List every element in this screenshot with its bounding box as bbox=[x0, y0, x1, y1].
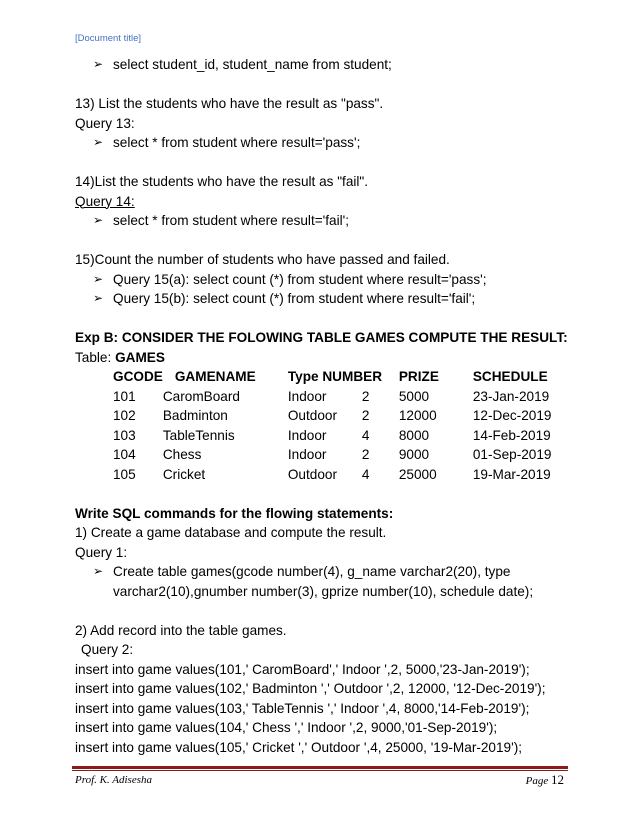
cell-number: 2 bbox=[361, 408, 370, 423]
table-row bbox=[113, 445, 563, 465]
cell-gamename: Badminton bbox=[162, 408, 228, 423]
query-13-label: Query 13: bbox=[75, 115, 135, 131]
cell-type: Outdoor bbox=[287, 466, 337, 482]
query-text: Query 15(b): select count (*) from student where result='fail'; bbox=[113, 291, 476, 306]
cell-gamename: Cricket bbox=[162, 466, 206, 482]
insert-statement: insert into game values(102,' Badminton ',' Outdoor ',2, 12000, '12-Dec-2019'); bbox=[75, 681, 546, 696]
bullet-query-1 bbox=[75, 562, 575, 582]
header-schedule: SCHEDULE bbox=[472, 369, 548, 384]
question-13: 13) List the students who have the result as "pass". bbox=[75, 96, 384, 111]
arrow-bullet-icon: ➢ bbox=[93, 57, 104, 71]
header-number: NUMBER bbox=[322, 369, 383, 384]
query-1-continuation: varchar2(10),gnumber number(3), gprize number(10), schedule date); bbox=[113, 583, 534, 599]
cell-gcode: 103 bbox=[113, 427, 136, 443]
header-gcode: GCODE bbox=[113, 369, 163, 384]
cell-schedule: 12-Dec-2019 bbox=[472, 408, 552, 423]
cell-type: Indoor bbox=[287, 447, 327, 462]
cell-gamename: CaromBoard bbox=[162, 388, 240, 404]
cell-gcode: 102 bbox=[113, 408, 136, 423]
bullet-query-13 bbox=[75, 133, 575, 153]
query-text: select student_id, student_name from student; bbox=[113, 57, 392, 72]
arrow-bullet-icon: ➢ bbox=[93, 213, 104, 227]
cell-gcode: 101 bbox=[113, 388, 136, 404]
header-prize: PRIZE bbox=[398, 369, 439, 384]
cell-type: Indoor bbox=[287, 427, 327, 443]
table-row bbox=[113, 387, 563, 407]
cell-schedule: 01-Sep-2019 bbox=[472, 447, 552, 462]
exp-b-heading: Exp B: CONSIDER THE FOLOWING TABLE GAMES COMPUTE THE RESULT: bbox=[75, 330, 568, 345]
insert-statement: insert into game values(105,' Cricket ',' Outdoor ',4, 25000, '19-Mar-2019'); bbox=[75, 739, 523, 755]
insert-statement: insert into game values(101,' CaromBoard',' Indoor ',2, 5000,'23-Jan-2019'); bbox=[75, 661, 530, 677]
cell-gamename: Chess bbox=[162, 447, 202, 462]
table-row bbox=[113, 465, 563, 485]
cell-schedule: 19-Mar-2019 bbox=[472, 466, 551, 482]
page-content bbox=[75, 55, 575, 757]
footer-divider-thick bbox=[72, 766, 568, 769]
cell-number: 2 bbox=[361, 388, 370, 404]
bullet-query-14 bbox=[75, 211, 575, 231]
cell-prize: 8000 bbox=[398, 427, 430, 443]
games-table bbox=[113, 367, 563, 484]
query-14-label: Query 14: bbox=[75, 193, 135, 209]
query-2-label: Query 2: bbox=[81, 642, 134, 657]
cell-number: 4 bbox=[361, 427, 370, 443]
cell-gamename: TableTennis bbox=[162, 427, 235, 443]
header-type-number bbox=[288, 367, 399, 387]
query-text: select * from student where result='fail'; bbox=[113, 213, 350, 228]
cell-gcode: 105 bbox=[113, 466, 136, 482]
cell-prize: 9000 bbox=[398, 447, 430, 462]
document-title: [Document title] bbox=[75, 33, 141, 44]
arrow-bullet-icon: ➢ bbox=[93, 291, 104, 305]
footer-page bbox=[526, 772, 564, 788]
arrow-bullet-icon: ➢ bbox=[93, 564, 104, 578]
insert-statement: insert into game values(104,' Chess ',' Indoor ',2, 9000,'01-Sep-2019'); bbox=[75, 720, 498, 735]
table-header-row bbox=[113, 367, 563, 387]
cell-prize: 25000 bbox=[398, 466, 437, 482]
task-2: 2) Add record into the table games. bbox=[75, 622, 287, 638]
query-text: Query 15(a): select count (*) from student where result='pass'; bbox=[113, 271, 487, 287]
question-15: 15)Count the number of students who have passed and failed. bbox=[75, 252, 450, 267]
cell-prize: 12000 bbox=[398, 408, 437, 423]
page-label: Page bbox=[525, 775, 549, 787]
footer-divider-thin bbox=[72, 770, 568, 771]
header-type: Type bbox=[287, 369, 319, 384]
bullet-query-15b bbox=[75, 289, 575, 309]
cell-prize: 5000 bbox=[398, 388, 430, 404]
query-1-label: Query 1: bbox=[75, 544, 128, 560]
arrow-bullet-icon: ➢ bbox=[93, 271, 104, 286]
arrow-bullet-icon: ➢ bbox=[93, 135, 104, 149]
table-caption bbox=[75, 348, 575, 368]
cell-schedule: 14-Feb-2019 bbox=[472, 427, 551, 443]
query-text: select * from student where result='pass'; bbox=[113, 135, 361, 150]
task-1: 1) Create a game database and compute the result. bbox=[75, 525, 387, 540]
cell-schedule: 23-Jan-2019 bbox=[472, 388, 550, 404]
table-row bbox=[113, 426, 563, 446]
cell-number: 2 bbox=[361, 447, 370, 462]
cell-type: Indoor bbox=[287, 388, 327, 404]
question-14: 14)List the students who have the result as "fail". bbox=[75, 174, 369, 189]
bullet-query-15a bbox=[75, 270, 575, 290]
cell-gcode: 104 bbox=[113, 447, 136, 462]
table-caption-name: GAMES bbox=[115, 349, 165, 365]
page-number: 12 bbox=[551, 772, 564, 787]
cell-number: 4 bbox=[361, 466, 370, 482]
insert-statement: insert into game values(103,' TableTennis ',' Indoor ',4, 8000,'14-Feb-2019'); bbox=[75, 700, 530, 716]
query-text: Create table games(gcode number(4), g_name varchar2(20), type bbox=[113, 564, 511, 579]
cell-type: Outdoor bbox=[287, 408, 337, 423]
sql-commands-heading: Write SQL commands for the flowing statements: bbox=[75, 505, 394, 521]
bullet-query-12 bbox=[75, 55, 575, 75]
table-row bbox=[113, 406, 563, 426]
header-gamename: GAMENAME bbox=[174, 369, 256, 384]
footer-author: Prof. K. Adisesha bbox=[75, 774, 153, 786]
table-caption-label: Table: bbox=[75, 349, 116, 365]
